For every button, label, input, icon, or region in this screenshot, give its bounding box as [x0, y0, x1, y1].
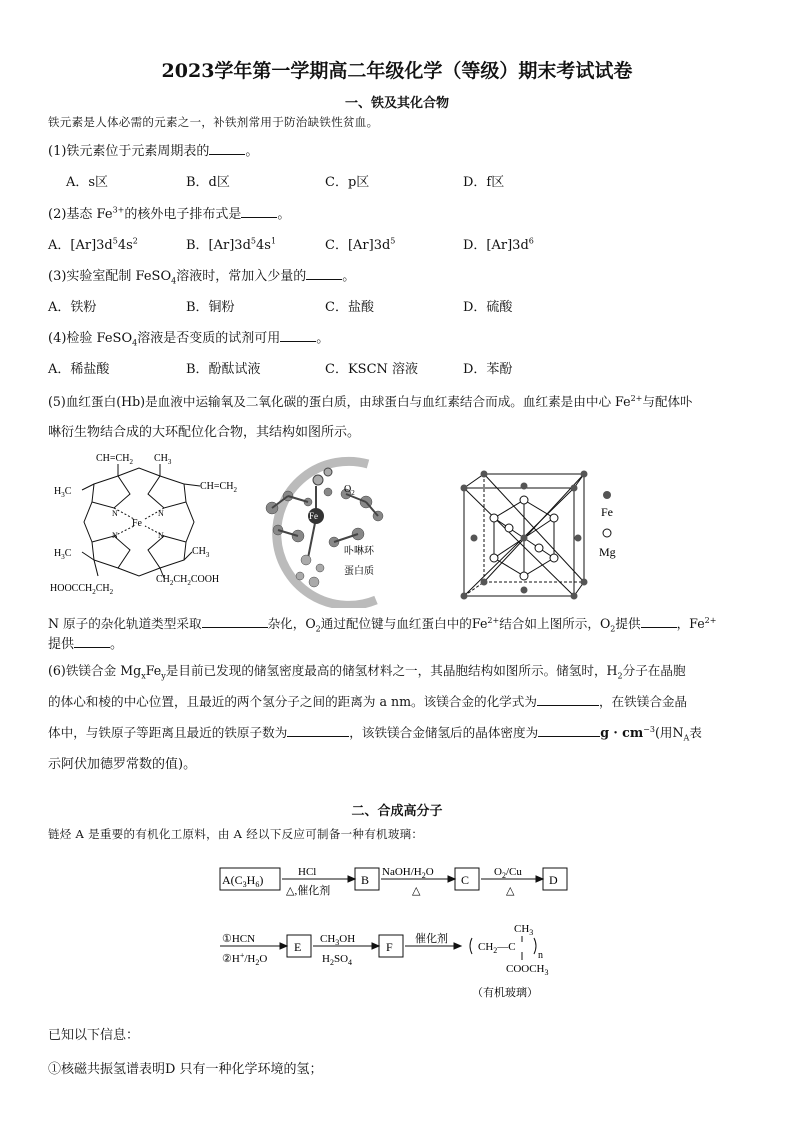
q2-option-c: C．$[Ar]3d^5$: [325, 236, 396, 253]
q1-option-c: C．p区: [325, 175, 370, 190]
q1-stem: (1)铁元素位于元素周期表的 。: [48, 144, 259, 159]
q4-option-c: C．KSCN 溶液: [325, 362, 419, 377]
svg-text:Fe: Fe: [309, 511, 318, 521]
section1-intro: 铁元素是人体必需的元素之一，补铁剂常用于防治缺铁性贫血。: [48, 115, 379, 129]
svg-text:△: △: [412, 885, 421, 897]
q5-after-line1: N 原子的杂化轨道类型采取 杂化，$O_2$通过配位键与血红蛋白中的$Fe^{2+}$结合如上图所示，$O_2$提供 ，$Fe^{2+}$: [48, 615, 717, 634]
svg-text:①HCN: ①HCN: [222, 933, 256, 945]
svg-text:E: E: [294, 940, 302, 954]
legend-fe-marker: [603, 491, 611, 499]
svg-text:（有机玻璃）: （有机玻璃）: [472, 987, 538, 999]
svg-text:F: F: [386, 940, 393, 954]
q4-option-b: B．酚酞试液: [186, 362, 261, 377]
q2-option-b: B．$[Ar]3d^54s^1$: [186, 236, 277, 253]
q6-line3: 体中，与铁原子等距离且最近的铁原子数为 ，该铁镁合金储氢后的晶体密度为 $g \cdot cm^{-3}$(用$N_A$表: [48, 724, 702, 743]
section1-heading: 一、铁及其化合物: [344, 96, 449, 111]
q5-line2: 啉衍生物结合成的大环配位化合物，其结构如图所示。: [48, 425, 361, 440]
svg-text:A(C3H6): $A(C_3H_6)$: [222, 873, 264, 889]
svg-text:H2SO4: $H_2SO_4$: [322, 953, 353, 967]
svg-text:蛋白质: 蛋白质: [344, 566, 374, 577]
q3-stem: (3)实验室配制 FeSO$_4$溶液时，常加入少量的 。: [48, 269, 356, 286]
legend-mg-label: Mg: [599, 545, 616, 559]
q4-option-d: D．苯酚: [463, 362, 513, 377]
svg-text:C: C: [461, 873, 470, 887]
svg-text:HCl: HCl: [298, 866, 317, 878]
svg-text:NaOH/H2O: NaOH/$H_2O$: [382, 866, 434, 880]
q6-line2: 的体心和棱的中心位置，且最近的两个氢分子之间的距离为 a nm。该镁合金的化学式为 ，在铁镁合金晶: [48, 694, 688, 709]
q2-option-a: A．$[Ar]3d^54s^2$: [48, 236, 138, 253]
q1-option-d: D．f区: [463, 175, 505, 190]
svg-text:CH=CH2: $CH=CH_2$: [200, 481, 237, 494]
svg-text:B: B: [361, 873, 370, 887]
svg-text:COOCH3: $COOCH_3$: [506, 963, 549, 977]
known-info-title: 已知以下信息：: [48, 1028, 140, 1043]
section2-heading: 二、合成高分子: [351, 804, 443, 819]
svg-text:CH2—C: $CH_2—C$: [478, 941, 516, 955]
svg-text:N: N: [158, 509, 164, 518]
q3-option-b: B．铜粉: [186, 300, 235, 315]
heme-structure-diagram: [48, 446, 248, 602]
svg-text:卟啉环: 卟啉环: [344, 546, 374, 557]
q6-line1: (6)铁镁合金 $Mg_xFe_y$是目前已发现的储氢密度最高的储氢材料之一，其晶胞结构如图所示。储氢时，$H_2$分子在晶胞: [48, 663, 686, 681]
svg-text:②H+/H2O: $②H^+/H_2O$: [222, 951, 268, 967]
q1-option-a: A．s区: [66, 175, 109, 190]
svg-text:△: △: [506, 885, 515, 897]
heme-3d-model: [248, 450, 428, 608]
svg-text:N: N: [158, 531, 164, 540]
legend-mg-marker: [603, 529, 611, 537]
svg-text:O2/Cu: $O_2/Cu$: [494, 866, 522, 880]
synthesis-scheme: [210, 850, 580, 1010]
q4-stem: (4)检验 FeSO$_4$溶液是否变质的试剂可用 。: [48, 331, 330, 348]
legend-fe-label: Fe: [601, 505, 613, 519]
svg-text:CH2CH2COOH: $CH_2CH_2COOH$: [156, 574, 220, 587]
svg-text:O2: $O_2$: [344, 484, 355, 497]
svg-text:CH3: $CH_3$: [192, 546, 210, 559]
svg-text:Fe: Fe: [132, 518, 142, 529]
q6-line4: 示阿伏加德罗常数的值)。: [48, 757, 197, 772]
svg-text:CH3: $CH_3$: [514, 923, 534, 937]
svg-text:CH=CH2: $CH=CH_2$: [96, 453, 133, 466]
q3-option-d: D．硫酸: [463, 300, 513, 315]
svg-text:HOOCCH2CH2: $HOOCCH_2CH_2$: [50, 583, 114, 596]
svg-text:H3C: $H_3C$: [54, 548, 72, 561]
q3-option-c: C．盐酸: [325, 300, 374, 315]
q4-option-a: A．稀盐酸: [48, 362, 110, 377]
q1-option-b: B．d区: [186, 175, 230, 190]
svg-text:CH3: $CH_3$: [154, 453, 172, 466]
svg-text:N: N: [112, 509, 118, 518]
svg-text:D: D: [549, 873, 558, 887]
mg-fe-crystal-cell: [456, 470, 646, 600]
q5-line1: (5)血红蛋白(Hb)是血液中运输氧及二氧化碳的蛋白质，由球蛋白与血红素结合而成。血红素是由中心 $Fe^{2+}$与配体卟: [48, 393, 693, 409]
q3-option-a: A．铁粉: [48, 300, 97, 315]
q2-stem: (2)基态 $Fe^{3+}$的核外电子排布式是 。: [48, 205, 291, 222]
q2-option-d: D．$[Ar]3d^6$: [463, 236, 534, 253]
q5-after-line2: 提供 。: [48, 637, 124, 652]
page-title: 2023学年第一学期高二年级化学（等级）期末考试试卷: [161, 60, 633, 82]
svg-text:n: n: [538, 950, 543, 961]
svg-text:CH3OH: $CH_3OH$: [320, 933, 356, 947]
svg-text:△,催化剂: △,催化剂: [286, 885, 331, 897]
svg-text:N: N: [112, 531, 118, 540]
svg-text:H3C: $H_3C$: [54, 486, 72, 499]
svg-text:催化剂: 催化剂: [415, 933, 448, 945]
section2-intro: 链烃 A 是重要的有机化工原料，由 A 经以下反应可制备一种有机玻璃：: [48, 827, 424, 841]
known-info-1: ①核磁共振氢谱表明D 只有一种化学环境的氢；: [48, 1062, 323, 1077]
